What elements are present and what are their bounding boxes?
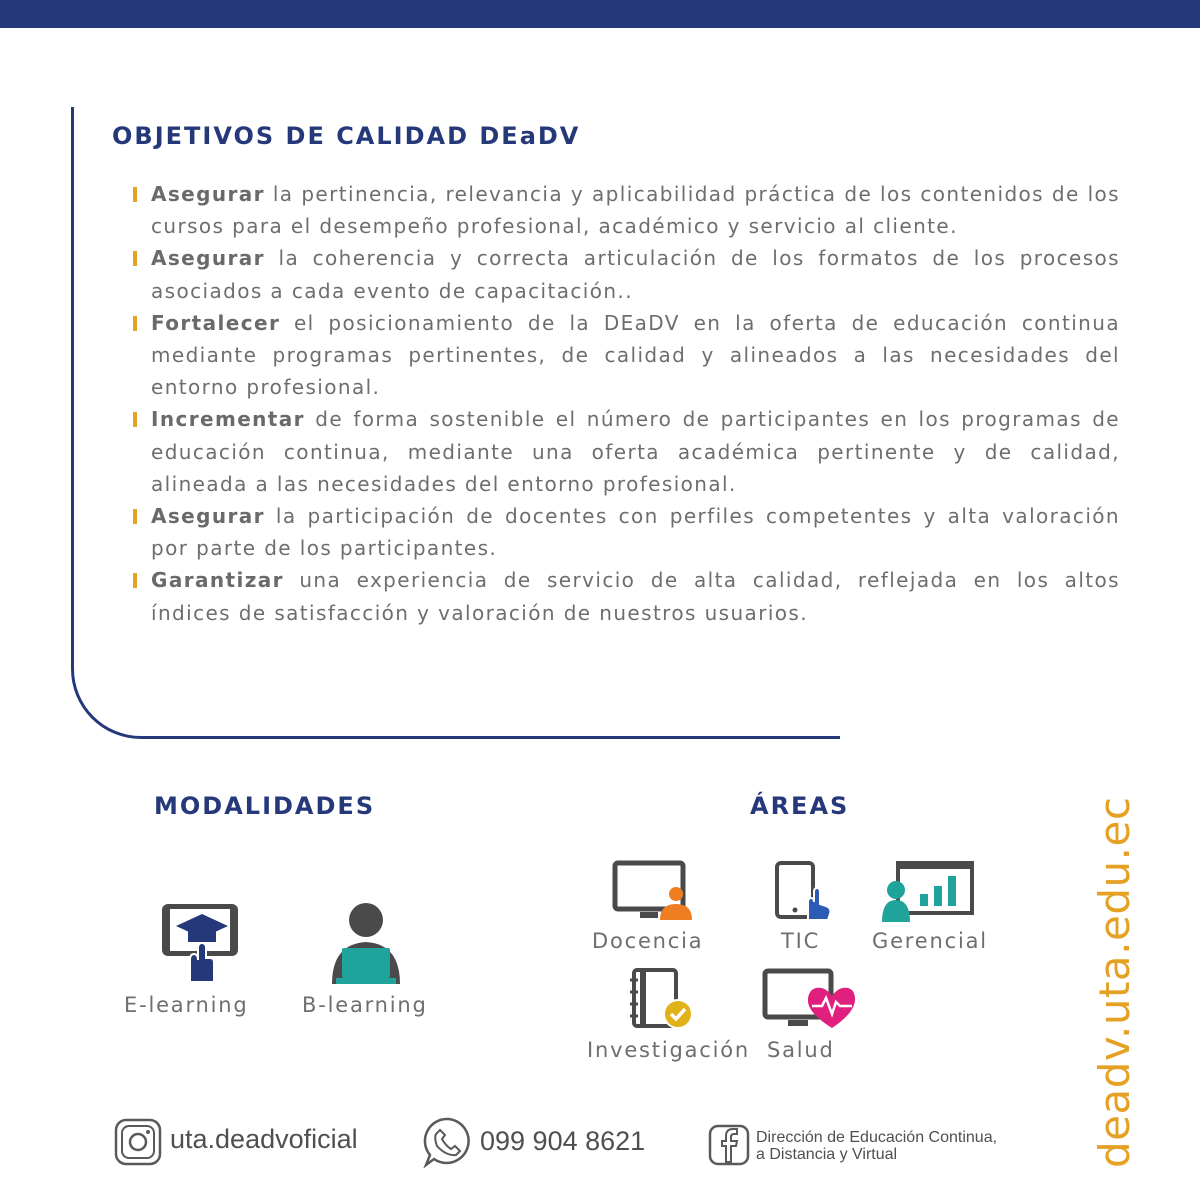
modalidades-title: MODALIDADES [154,792,376,820]
bullet-marker [133,316,137,331]
facebook-icon[interactable] [708,1124,750,1166]
objectives-list [130,178,1120,629]
facebook-line-1[interactable]: Dirección de Educación Continua, [756,1129,998,1146]
objective-verb: Garantizar [151,568,284,593]
phone-number[interactable]: 099 904 8621 [480,1126,646,1156]
e-learning-label: E-learning [124,993,249,1017]
presentation-chart-icon [882,860,976,922]
objective-verb: Asegurar [151,246,265,271]
objective-text: una experiencia de servicio de alta calidad, reflejada en los altos índices de satisfacción y valoración de nuestros usuarios. [151,568,1120,625]
objective-verb: Incrementar [151,407,305,432]
website-url[interactable]: deadv.uta.edu.ec [1090,796,1139,1168]
monitor-person-icon [612,860,694,922]
objectives-title: OBJETIVOS DE CALIDAD DEaDV [112,122,581,150]
tic-label: TIC [781,929,821,953]
objective-text: la pertinencia, relevancia y aplicabilidad práctica de los contenidos de los cursos para el desempeño profesional, académico y servicio al cliente. [151,182,1120,239]
bullet-marker [133,509,137,524]
b-learning-label: B-learning [302,993,428,1017]
objective-verb: Asegurar [151,504,265,529]
notebook-check-icon [628,968,694,1032]
bullet-marker [133,573,137,588]
top-bar [0,0,1200,28]
bullet-marker [133,412,137,427]
objective-item [130,500,1120,564]
objective-item [130,307,1120,404]
person-laptop-icon [326,900,406,986]
objective-text: el posicionamiento de la DEaDV en la oferta de educación continua mediante programas pertinentes, de calidad y alineados a las necesidades del entorno profesional. [151,310,1120,400]
bullet-marker [133,251,137,266]
objective-item [130,403,1120,500]
instagram-icon[interactable] [114,1118,162,1166]
bullet-marker [133,187,137,202]
tablet-touch-icon [774,860,836,922]
objective-verb: Asegurar [151,182,265,206]
objective-text: la coherencia y correcta articulación de los formatos de los procesos asociados a cada evento de capacitación.. [151,246,1120,303]
objective-item [130,564,1120,628]
objective-item [130,178,1120,242]
facebook-line-2[interactable]: a Distancia y Virtual [756,1146,898,1163]
phone-icon[interactable] [422,1116,474,1168]
tablet-graduation-cap-icon [160,900,242,988]
gerencial-label: Gerencial [872,929,988,953]
objective-text: la participación de docentes con perfiles competentes y alta valoración por parte de los participantes. [151,504,1120,561]
investigacion-label: Investigación [587,1038,750,1062]
objective-verb: Fortalecer [151,310,281,335]
objective-item [130,242,1120,306]
monitor-heart-icon [762,968,856,1032]
instagram-handle[interactable]: uta.deadvoficial [170,1124,358,1154]
areas-title: ÁREAS [750,792,850,820]
salud-label: Salud [767,1038,835,1062]
docencia-label: Docencia [592,929,704,953]
objective-text: de forma sostenible el número de participantes en los programas de educación continua, mediante una oferta académica pertinente y de calidad, alineada a las necesidades del entorno profesional. [151,407,1120,496]
